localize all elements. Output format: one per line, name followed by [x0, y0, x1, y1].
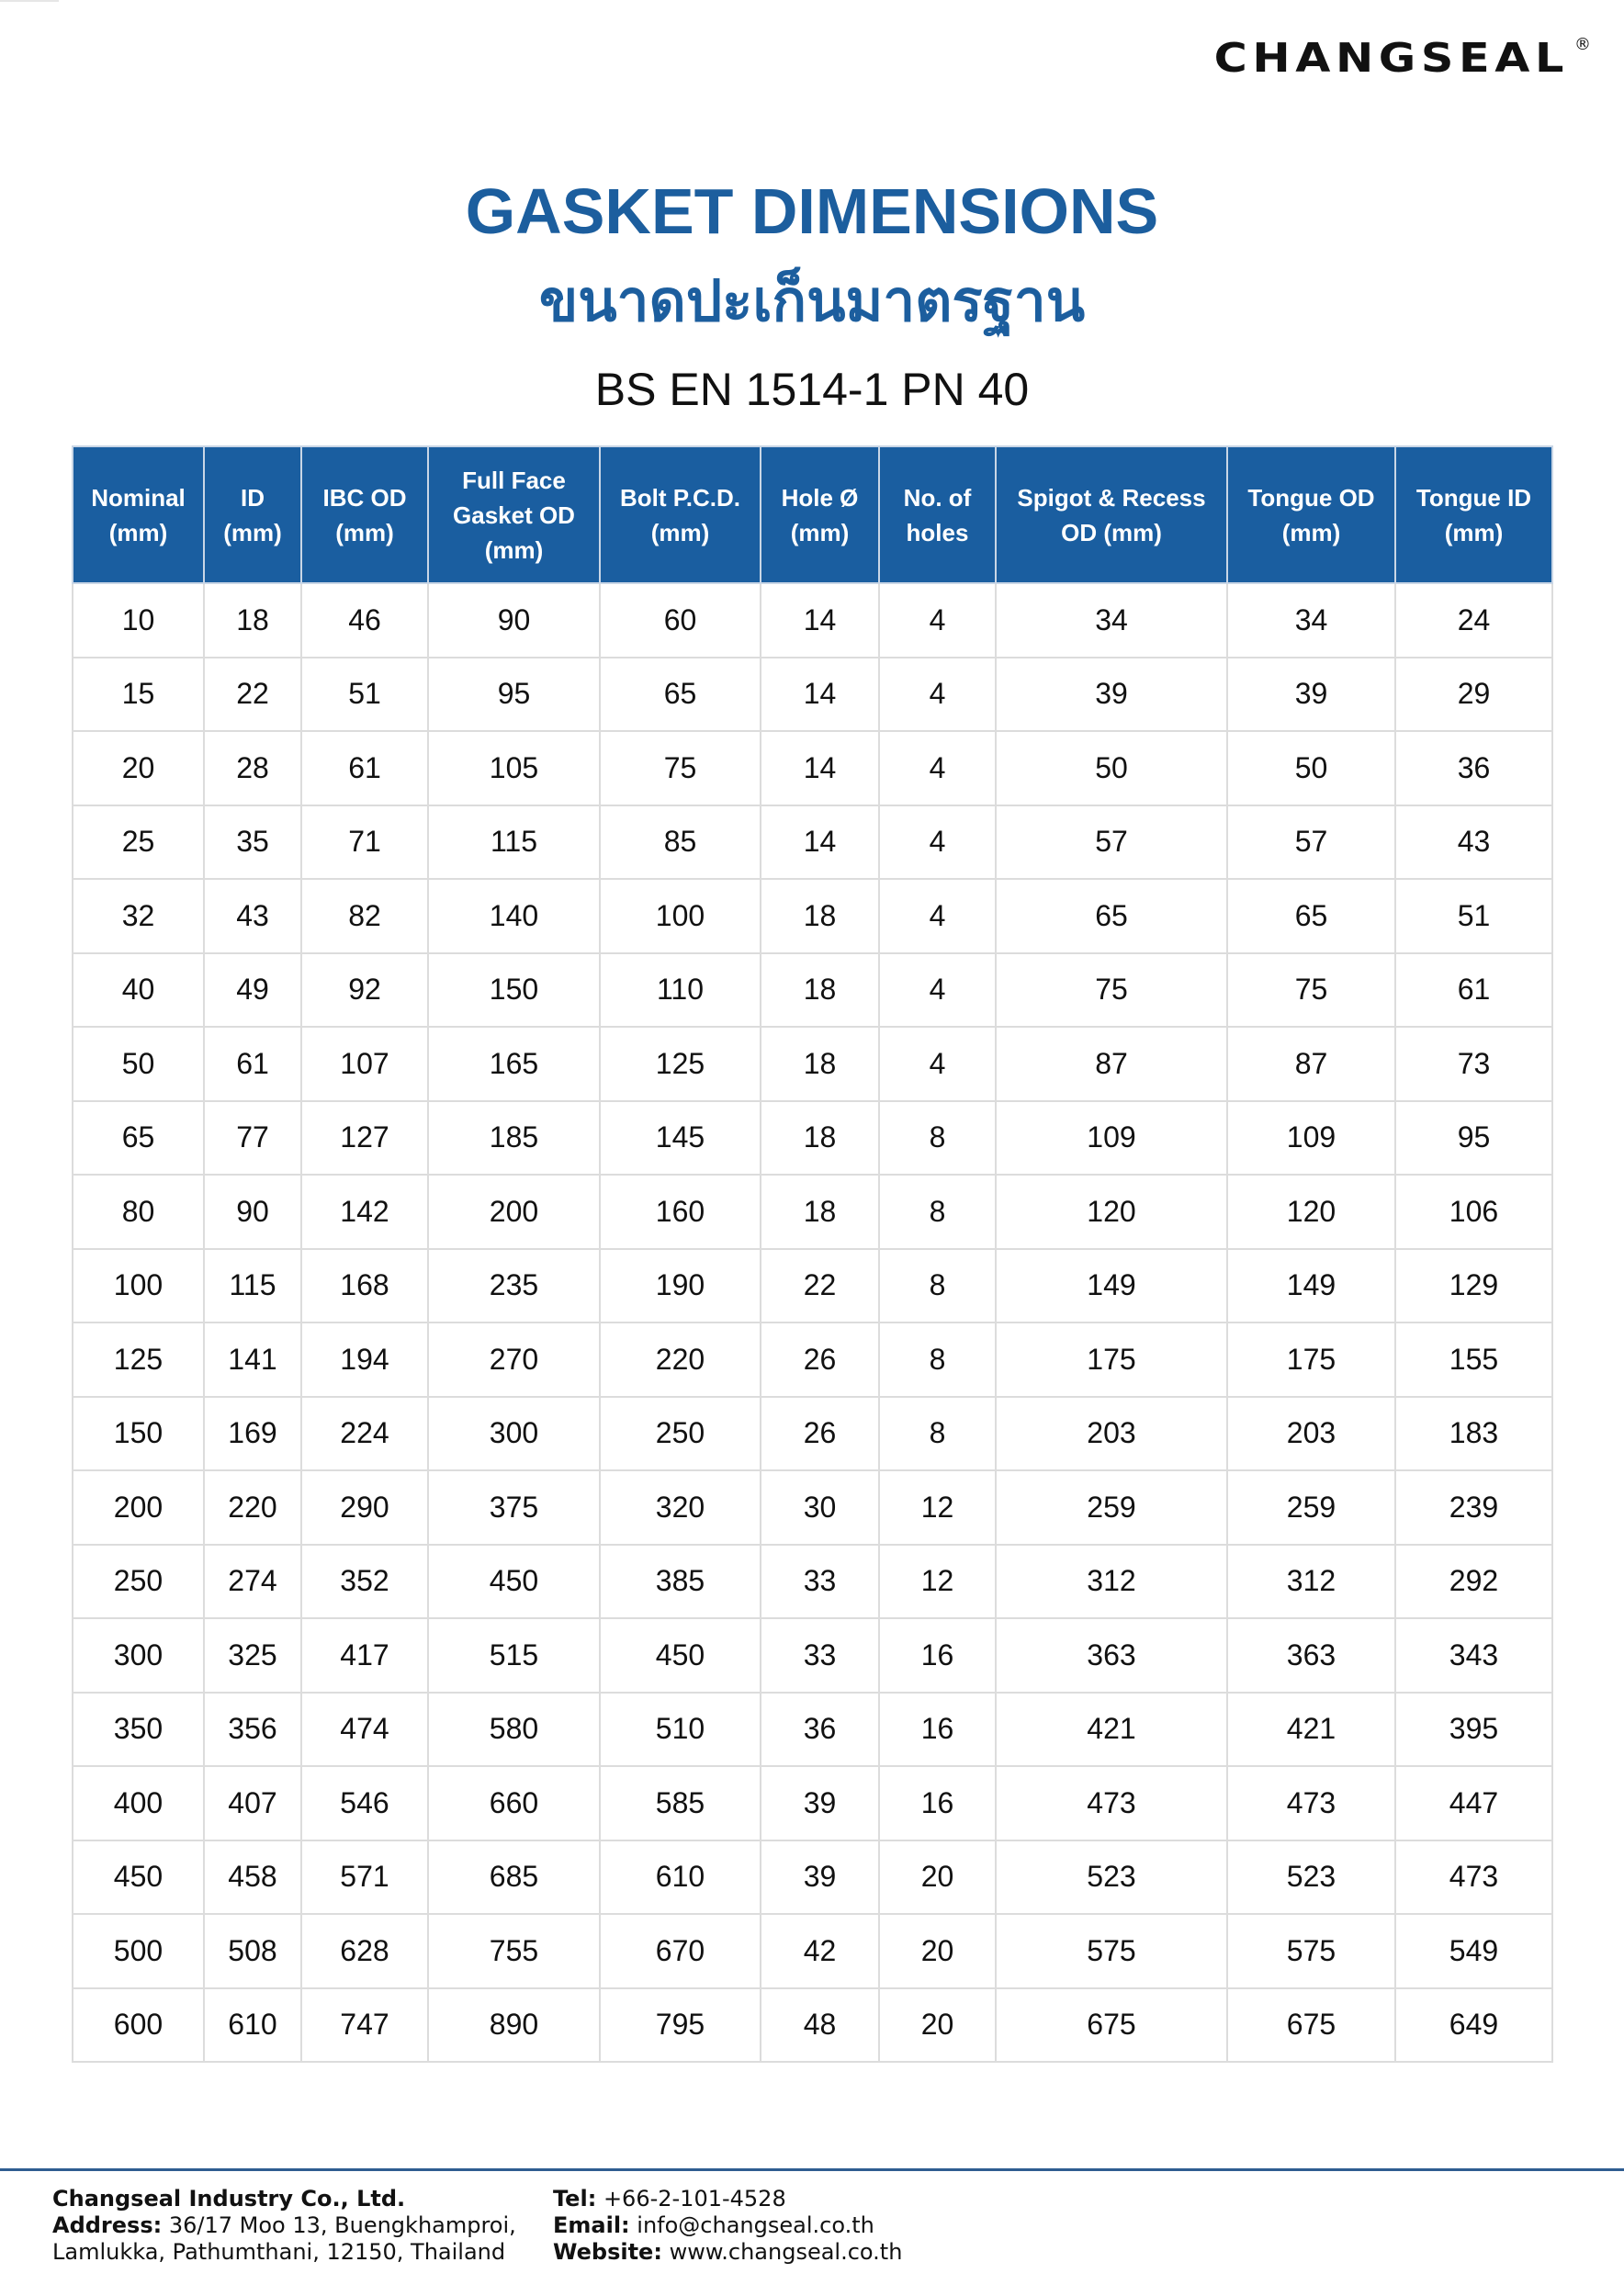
table-row: [73, 1988, 1552, 2063]
table-cell: 363: [996, 1618, 1227, 1693]
website-label: Website:: [553, 2239, 662, 2265]
table-cell: 203: [1227, 1397, 1395, 1471]
table-cell: 20: [879, 1988, 996, 2063]
column-header: [879, 446, 996, 583]
table-cell: 150: [428, 953, 600, 1028]
table-cell: 407: [204, 1766, 301, 1840]
table-cell: 8: [879, 1101, 996, 1176]
email-link[interactable]: info@changseal.co.th: [637, 2212, 874, 2238]
table-cell: 33: [761, 1618, 879, 1693]
table-cell: 33: [761, 1545, 879, 1619]
table-cell: 110: [600, 953, 761, 1028]
table-cell: 120: [1227, 1175, 1395, 1249]
column-header: [301, 446, 428, 583]
column-header-line: Nominal: [91, 483, 186, 512]
table-cell: 115: [204, 1249, 301, 1323]
table-cell: 675: [1227, 1988, 1395, 2063]
table-cell: 87: [1227, 1027, 1395, 1101]
table-cell: 458: [204, 1840, 301, 1915]
table-cell: 34: [1227, 583, 1395, 658]
table-cell: 600: [73, 1988, 204, 2063]
table-cell: 65: [1227, 879, 1395, 953]
table-cell: 312: [996, 1545, 1227, 1619]
table-cell: 24: [1395, 583, 1552, 658]
table-cell: 100: [600, 879, 761, 953]
table-cell: 571: [301, 1840, 428, 1915]
table-cell: 14: [761, 583, 879, 658]
table-cell: 120: [996, 1175, 1227, 1249]
tel-value[interactable]: +66-2-101-4528: [603, 2186, 786, 2212]
column-header-line: OD (mm): [1061, 518, 1162, 546]
column-header: [600, 446, 761, 583]
table-cell: 57: [996, 805, 1227, 880]
table-cell: 4: [879, 1027, 996, 1101]
table-cell: 670: [600, 1914, 761, 1988]
table-cell: 417: [301, 1618, 428, 1693]
table-cell: 34: [996, 583, 1227, 658]
table-cell: 12: [879, 1545, 996, 1619]
column-header: [204, 446, 301, 583]
table-cell: 49: [204, 953, 301, 1028]
table-cell: 18: [761, 953, 879, 1028]
table-cell: 185: [428, 1101, 600, 1176]
table-cell: 75: [600, 731, 761, 805]
column-header-line: Hole Ø: [781, 483, 859, 512]
table-cell: 628: [301, 1914, 428, 1988]
table-cell: 239: [1395, 1470, 1552, 1545]
table-cell: 510: [600, 1693, 761, 1767]
table-cell: 42: [761, 1914, 879, 1988]
column-header-line: Full Face: [462, 466, 566, 494]
table-cell: 36: [761, 1693, 879, 1767]
table-cell: 300: [428, 1397, 600, 1471]
table-cell: 61: [204, 1027, 301, 1101]
table-cell: 90: [204, 1175, 301, 1249]
table-cell: 85: [600, 805, 761, 880]
table-cell: 36: [1395, 731, 1552, 805]
table-cell: 22: [761, 1249, 879, 1323]
table-cell: 95: [428, 658, 600, 732]
column-header-line: (mm): [108, 518, 168, 546]
table-cell: 75: [1227, 953, 1395, 1028]
table-cell: 395: [1395, 1693, 1552, 1767]
table-cell: 51: [301, 658, 428, 732]
table-cell: 14: [761, 805, 879, 880]
table-cell: 73: [1395, 1027, 1552, 1101]
table-cell: 30: [761, 1470, 879, 1545]
table-cell: 115: [428, 805, 600, 880]
table-cell: 20: [73, 731, 204, 805]
table-cell: 32: [73, 879, 204, 953]
table-cell: 4: [879, 583, 996, 658]
table-cell: 610: [204, 1988, 301, 2063]
table-cell: 125: [73, 1322, 204, 1397]
table-cell: 4: [879, 953, 996, 1028]
table-cell: 4: [879, 658, 996, 732]
table-cell: 610: [600, 1840, 761, 1915]
table-cell: 175: [1227, 1322, 1395, 1397]
table-cell: 175: [996, 1322, 1227, 1397]
company-name: Changseal Industry Co., Ltd.: [52, 2186, 406, 2212]
table-cell: 12: [879, 1470, 996, 1545]
table-row: [73, 1249, 1552, 1323]
footer-company-info: [52, 2186, 516, 2266]
table-cell: 220: [204, 1470, 301, 1545]
table-cell: 40: [73, 953, 204, 1028]
table-cell: 57: [1227, 805, 1395, 880]
table-cell: 43: [204, 879, 301, 953]
table-cell: 29: [1395, 658, 1552, 732]
footer-contact-info: [553, 2186, 902, 2266]
table-cell: 270: [428, 1322, 600, 1397]
table-cell: 575: [1227, 1914, 1395, 1988]
table-cell: 20: [879, 1914, 996, 1988]
column-header-line: (mm): [335, 518, 394, 546]
table-cell: 421: [996, 1693, 1227, 1767]
table-cell: 10: [73, 583, 204, 658]
table-cell: 95: [1395, 1101, 1552, 1176]
table-cell: 80: [73, 1175, 204, 1249]
table-cell: 125: [600, 1027, 761, 1101]
table-cell: 71: [301, 805, 428, 880]
table-cell: 105: [428, 731, 600, 805]
page-title-thai: ขนาดปะเก็นมาตรฐาน: [538, 267, 1086, 334]
table-cell: 8: [879, 1249, 996, 1323]
column-header-line: holes: [906, 518, 969, 546]
table-cell: 16: [879, 1693, 996, 1767]
table-cell: 90: [428, 583, 600, 658]
table-cell: 350: [73, 1693, 204, 1767]
table-cell: 250: [600, 1397, 761, 1471]
table-cell: 75: [996, 953, 1227, 1028]
table-cell: 795: [600, 1988, 761, 2063]
table-cell: 149: [1227, 1249, 1395, 1323]
tel-label: Tel:: [553, 2186, 597, 2212]
table-row: [73, 953, 1552, 1028]
table-cell: 4: [879, 731, 996, 805]
table-cell: 375: [428, 1470, 600, 1545]
address-line-2: Lamlukka, Pathumthani, 12150, Thailand: [52, 2239, 506, 2265]
column-header-line: (mm): [223, 518, 282, 546]
table-cell: 200: [428, 1175, 600, 1249]
table-cell: 25: [73, 805, 204, 880]
table-cell: 35: [204, 805, 301, 880]
table-cell: 82: [301, 879, 428, 953]
footer-divider: [0, 2168, 1624, 2171]
table-cell: 50: [1227, 731, 1395, 805]
table-cell: 150: [73, 1397, 204, 1471]
table-cell: 515: [428, 1618, 600, 1693]
column-header: [428, 446, 600, 583]
table-cell: 585: [600, 1766, 761, 1840]
table-cell: 755: [428, 1914, 600, 1988]
column-header-line: No. of: [903, 483, 972, 512]
table-cell: 385: [600, 1545, 761, 1619]
table-cell: 292: [1395, 1545, 1552, 1619]
title-block: [0, 165, 1624, 433]
standard-subtitle: BS EN 1514-1 PN 40: [594, 364, 1030, 415]
table-cell: 107: [301, 1027, 428, 1101]
table-row: [73, 879, 1552, 953]
table-cell: 194: [301, 1322, 428, 1397]
column-header-line: Gasket OD: [453, 501, 575, 529]
table-cell: 26: [761, 1397, 879, 1471]
table-row: [73, 1470, 1552, 1545]
column-header-line: (mm): [790, 518, 850, 546]
table-cell: 8: [879, 1397, 996, 1471]
table-cell: 320: [600, 1470, 761, 1545]
table-cell: 450: [428, 1545, 600, 1619]
table-cell: 100: [73, 1249, 204, 1323]
table-cell: 61: [301, 731, 428, 805]
logo-wordmark: CHANGSEAL: [1213, 35, 1569, 82]
table-cell: 20: [879, 1840, 996, 1915]
table-cell: 109: [1227, 1101, 1395, 1176]
table-cell: 450: [600, 1618, 761, 1693]
column-header-line: (mm): [1281, 518, 1341, 546]
column-header: [761, 446, 879, 583]
table-cell: 50: [73, 1027, 204, 1101]
table-cell: 18: [204, 583, 301, 658]
table-cell: 523: [996, 1840, 1227, 1915]
column-header: [1227, 446, 1395, 583]
table-row: [73, 1840, 1552, 1915]
page-title: GASKET DIMENSIONS: [465, 175, 1159, 247]
registered-mark-icon: ®: [1574, 35, 1591, 54]
table-cell: 39: [761, 1840, 879, 1915]
table-cell: 220: [600, 1322, 761, 1397]
table-cell: 18: [761, 1175, 879, 1249]
table-cell: 14: [761, 731, 879, 805]
table-cell: 165: [428, 1027, 600, 1101]
table-cell: 28: [204, 731, 301, 805]
table-cell: 575: [996, 1914, 1227, 1988]
table-cell: 508: [204, 1914, 301, 1988]
table-cell: 65: [600, 658, 761, 732]
table-cell: 43: [1395, 805, 1552, 880]
table-cell: 50: [996, 731, 1227, 805]
table-cell: 26: [761, 1322, 879, 1397]
table-cell: 224: [301, 1397, 428, 1471]
column-header-line: IBC OD: [322, 483, 407, 512]
table-row: [73, 1175, 1552, 1249]
table-cell: 890: [428, 1988, 600, 2063]
table-row: [73, 583, 1552, 658]
table-cell: 474: [301, 1693, 428, 1767]
table-cell: 168: [301, 1249, 428, 1323]
table-row: [73, 1914, 1552, 1988]
address-line-1: 36/17 Moo 13, Buengkhamproi,: [168, 2212, 516, 2238]
column-header-line: Spigot & Recess: [1017, 483, 1206, 512]
table-cell: 92: [301, 953, 428, 1028]
table-row: [73, 1766, 1552, 1840]
address-label: Address:: [52, 2212, 163, 2238]
table-cell: 22: [204, 658, 301, 732]
table-cell: 65: [996, 879, 1227, 953]
table-cell: 259: [1227, 1470, 1395, 1545]
table-cell: 39: [761, 1766, 879, 1840]
table-cell: 61: [1395, 953, 1552, 1028]
email-label: Email:: [553, 2212, 630, 2238]
table-cell: 274: [204, 1545, 301, 1619]
table-row: [73, 1101, 1552, 1176]
column-header-line: (mm): [484, 535, 544, 564]
table-cell: 60: [600, 583, 761, 658]
table-cell: 106: [1395, 1175, 1552, 1249]
column-header: [73, 446, 204, 583]
table-cell: 235: [428, 1249, 600, 1323]
table-cell: 356: [204, 1693, 301, 1767]
table-cell: 169: [204, 1397, 301, 1471]
table-cell: 546: [301, 1766, 428, 1840]
gasket-dimensions-table: [72, 445, 1553, 2063]
column-header-line: Tongue OD: [1247, 483, 1375, 512]
table-cell: 473: [1227, 1766, 1395, 1840]
table-cell: 312: [1227, 1545, 1395, 1619]
column-header-line: (mm): [650, 518, 710, 546]
table-cell: 16: [879, 1618, 996, 1693]
table-cell: 141: [204, 1322, 301, 1397]
table-cell: 127: [301, 1101, 428, 1176]
table-cell: 15: [73, 658, 204, 732]
table-cell: 300: [73, 1618, 204, 1693]
table-cell: 65: [73, 1101, 204, 1176]
table-cell: 190: [600, 1249, 761, 1323]
table-row: [73, 1618, 1552, 1693]
table-cell: 145: [600, 1101, 761, 1176]
table-cell: 160: [600, 1175, 761, 1249]
table-cell: 450: [73, 1840, 204, 1915]
table-cell: 48: [761, 1988, 879, 2063]
column-header-line: Bolt P.C.D.: [620, 483, 740, 512]
table-cell: 16: [879, 1766, 996, 1840]
table-cell: 149: [996, 1249, 1227, 1323]
table-cell: 183: [1395, 1397, 1552, 1471]
table-cell: 473: [996, 1766, 1227, 1840]
table-cell: 500: [73, 1914, 204, 1988]
table-cell: 400: [73, 1766, 204, 1840]
column-header-line: Tongue ID: [1415, 483, 1532, 512]
table-cell: 203: [996, 1397, 1227, 1471]
table-cell: 77: [204, 1101, 301, 1176]
table-cell: 549: [1395, 1914, 1552, 1988]
table-cell: 649: [1395, 1988, 1552, 2063]
table-cell: 343: [1395, 1618, 1552, 1693]
table-cell: 14: [761, 658, 879, 732]
table-row: [73, 1397, 1552, 1471]
table-cell: 200: [73, 1470, 204, 1545]
column-header-line: (mm): [1444, 518, 1504, 546]
table-cell: 109: [996, 1101, 1227, 1176]
table-cell: 18: [761, 879, 879, 953]
table-cell: 4: [879, 879, 996, 953]
table-cell: 129: [1395, 1249, 1552, 1323]
table-cell: 675: [996, 1988, 1227, 2063]
table-row: [73, 658, 1552, 732]
table-row: [73, 1322, 1552, 1397]
table-row: [73, 731, 1552, 805]
table-cell: 155: [1395, 1322, 1552, 1397]
table-cell: 8: [879, 1322, 996, 1397]
table-row: [73, 1545, 1552, 1619]
table-cell: 39: [996, 658, 1227, 732]
website-link[interactable]: www.changseal.co.th: [669, 2239, 903, 2265]
table-cell: 39: [1227, 658, 1395, 732]
table-cell: 51: [1395, 879, 1552, 953]
table-header: [73, 446, 1552, 583]
table-cell: 660: [428, 1766, 600, 1840]
header-row: [73, 446, 1552, 583]
brand-logo: [1213, 33, 1591, 84]
table-cell: 250: [73, 1545, 204, 1619]
table-cell: 46: [301, 583, 428, 658]
table-cell: 290: [301, 1470, 428, 1545]
top-edge-strip: [0, 0, 59, 2]
table-cell: 4: [879, 805, 996, 880]
table-cell: 421: [1227, 1693, 1395, 1767]
table-row: [73, 805, 1552, 880]
table-row: [73, 1693, 1552, 1767]
table-cell: 580: [428, 1693, 600, 1767]
table-cell: 259: [996, 1470, 1227, 1545]
table-row: [73, 1027, 1552, 1101]
table-cell: 685: [428, 1840, 600, 1915]
table-cell: 352: [301, 1545, 428, 1619]
table-cell: 473: [1395, 1840, 1552, 1915]
table-cell: 18: [761, 1027, 879, 1101]
column-header: [996, 446, 1227, 583]
table-cell: 523: [1227, 1840, 1395, 1915]
table-cell: 447: [1395, 1766, 1552, 1840]
table-cell: 87: [996, 1027, 1227, 1101]
column-header: [1395, 446, 1552, 583]
table-cell: 325: [204, 1618, 301, 1693]
column-header-line: ID: [241, 483, 265, 512]
table-cell: 140: [428, 879, 600, 953]
table-cell: 363: [1227, 1618, 1395, 1693]
table-cell: 142: [301, 1175, 428, 1249]
table-cell: 8: [879, 1175, 996, 1249]
table-body: [73, 583, 1552, 2062]
table-cell: 18: [761, 1101, 879, 1176]
table-cell: 747: [301, 1988, 428, 2063]
